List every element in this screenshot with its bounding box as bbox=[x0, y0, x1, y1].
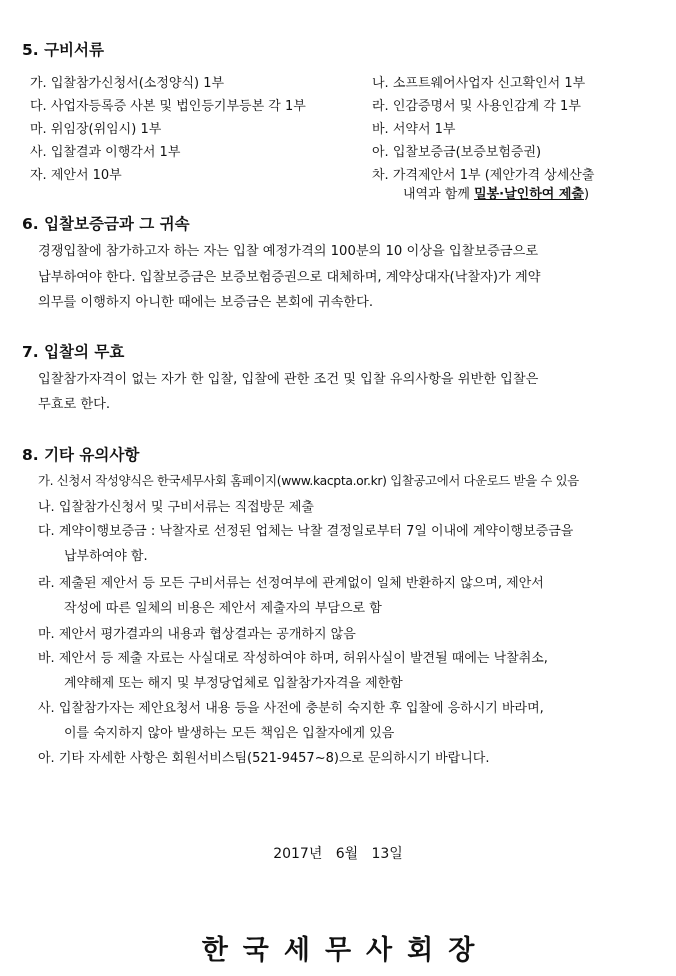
section-6-line: 경쟁입찰에 참가하고자 하는 자는 입찰 예정가격의 100분의 10 이상을 입찰보증금으로 bbox=[38, 244, 539, 259]
notice-item-na: 나. 입찰참가신청서 및 구비서류는 직접방문 제출 bbox=[38, 500, 314, 515]
section-7-line: 무효로 한다. bbox=[38, 397, 111, 412]
sealed-submit-emphasis: 밀봉·날인하여 제출 bbox=[474, 187, 584, 202]
issuer-name: 한국세무사회장 bbox=[201, 935, 490, 966]
section-7-title: 7. 입찰의 무효 bbox=[22, 343, 125, 361]
notice-item-sa-cont: 이를 숙지하지 않아 발생하는 모든 책임은 입찰자에게 있음 bbox=[64, 726, 395, 741]
section-6-title: 6. 입찰보증금과 그 귀속 bbox=[22, 215, 190, 233]
doc-item-ba: 바. 서약서 1부 bbox=[372, 122, 456, 137]
doc-item-na: 나. 소프트웨어사업자 신고확인서 1부 bbox=[372, 76, 586, 91]
doc-item-ma: 마. 위임장(위임시) 1부 bbox=[30, 122, 162, 137]
cha-cont-text: 내역과 함께 bbox=[403, 187, 475, 202]
notice-item-ma: 마. 제안서 평가결과의 내용과 협상결과는 공개하지 않음 bbox=[38, 627, 356, 642]
doc-item-ra: 라. 인감증명서 및 사용인감계 각 1부 bbox=[372, 99, 581, 114]
notice-item-ra: 라. 제출된 제안서 등 모든 구비서류는 선정여부에 관계없이 일체 반환하지 않으며, 제안서 bbox=[38, 576, 544, 591]
doc-item-ja: 자. 제안서 10부 bbox=[30, 168, 122, 183]
doc-item-cha: 차. 가격제안서 1부 (제안가격 상세산출 bbox=[372, 168, 595, 183]
section-5-title: 5. 구비서류 bbox=[22, 41, 104, 59]
notice-item-da-cont: 납부하여야 함. bbox=[64, 549, 148, 564]
notice-item-da: 다. 계약이행보증금 : 낙찰자로 선정된 업체는 낙찰 결정일로부터 7일 이내에 계약이행보증금을 bbox=[38, 524, 574, 539]
notice-item-ba-cont: 계약해제 또는 해지 및 부정당업체로 입찰참가자격을 제한함 bbox=[64, 676, 403, 691]
doc-item-sa: 사. 입찰결과 이행각서 1부 bbox=[30, 145, 181, 160]
notice-item-sa: 사. 입찰참가자는 제안요청서 내용 등을 사전에 충분히 숙지한 후 입찰에 응하시기 바라며, bbox=[38, 701, 544, 716]
section-8-title: 8. 기타 유의사항 bbox=[22, 446, 140, 464]
notice-item-ra-cont: 작성에 따른 일체의 비용은 제안서 제출자의 부담으로 함 bbox=[64, 601, 382, 616]
doc-item-da: 다. 사업자등록증 사본 및 법인등기부등본 각 1부 bbox=[30, 99, 306, 114]
doc-item-cha-cont bbox=[403, 183, 589, 202]
cha-cont-close: ) bbox=[584, 187, 590, 202]
doc-item-ga: 가. 입찰참가신청서(소정양식) 1부 bbox=[30, 76, 225, 91]
section-7-line: 입찰참가자격이 없는 자가 한 입찰, 입찰에 관한 조건 및 입찰 유의사항을 위반한 입찰은 bbox=[38, 372, 539, 387]
doc-item-a: 아. 입찰보증금(보증보험증권) bbox=[372, 145, 542, 160]
section-6-line: 납부하여야 한다. 입찰보증금은 보증보험증권으로 대체하며, 계약상대자(낙찰자)가 계약 bbox=[38, 270, 541, 285]
section-6-line: 의무를 이행하지 아니한 때에는 보증금은 본회에 귀속한다. bbox=[38, 295, 374, 310]
notice-item-ga: 가. 신청서 작성양식은 한국세무사회 홈페이지(www.kacpta.or.kr) 입찰공고에서 다운로드 받을 수 있음 bbox=[38, 473, 579, 488]
notice-item-ba: 바. 제안서 등 제출 자료는 사실대로 작성하여야 하며, 허위사실이 발견될 때에는 낙찰취소, bbox=[38, 651, 548, 666]
notice-item-a: 아. 기타 자세한 사항은 회원서비스팀(521-9457~8)으로 문의하시기 바랍니다. bbox=[38, 751, 490, 766]
document-date: 2017년 6월 13일 bbox=[273, 846, 403, 862]
